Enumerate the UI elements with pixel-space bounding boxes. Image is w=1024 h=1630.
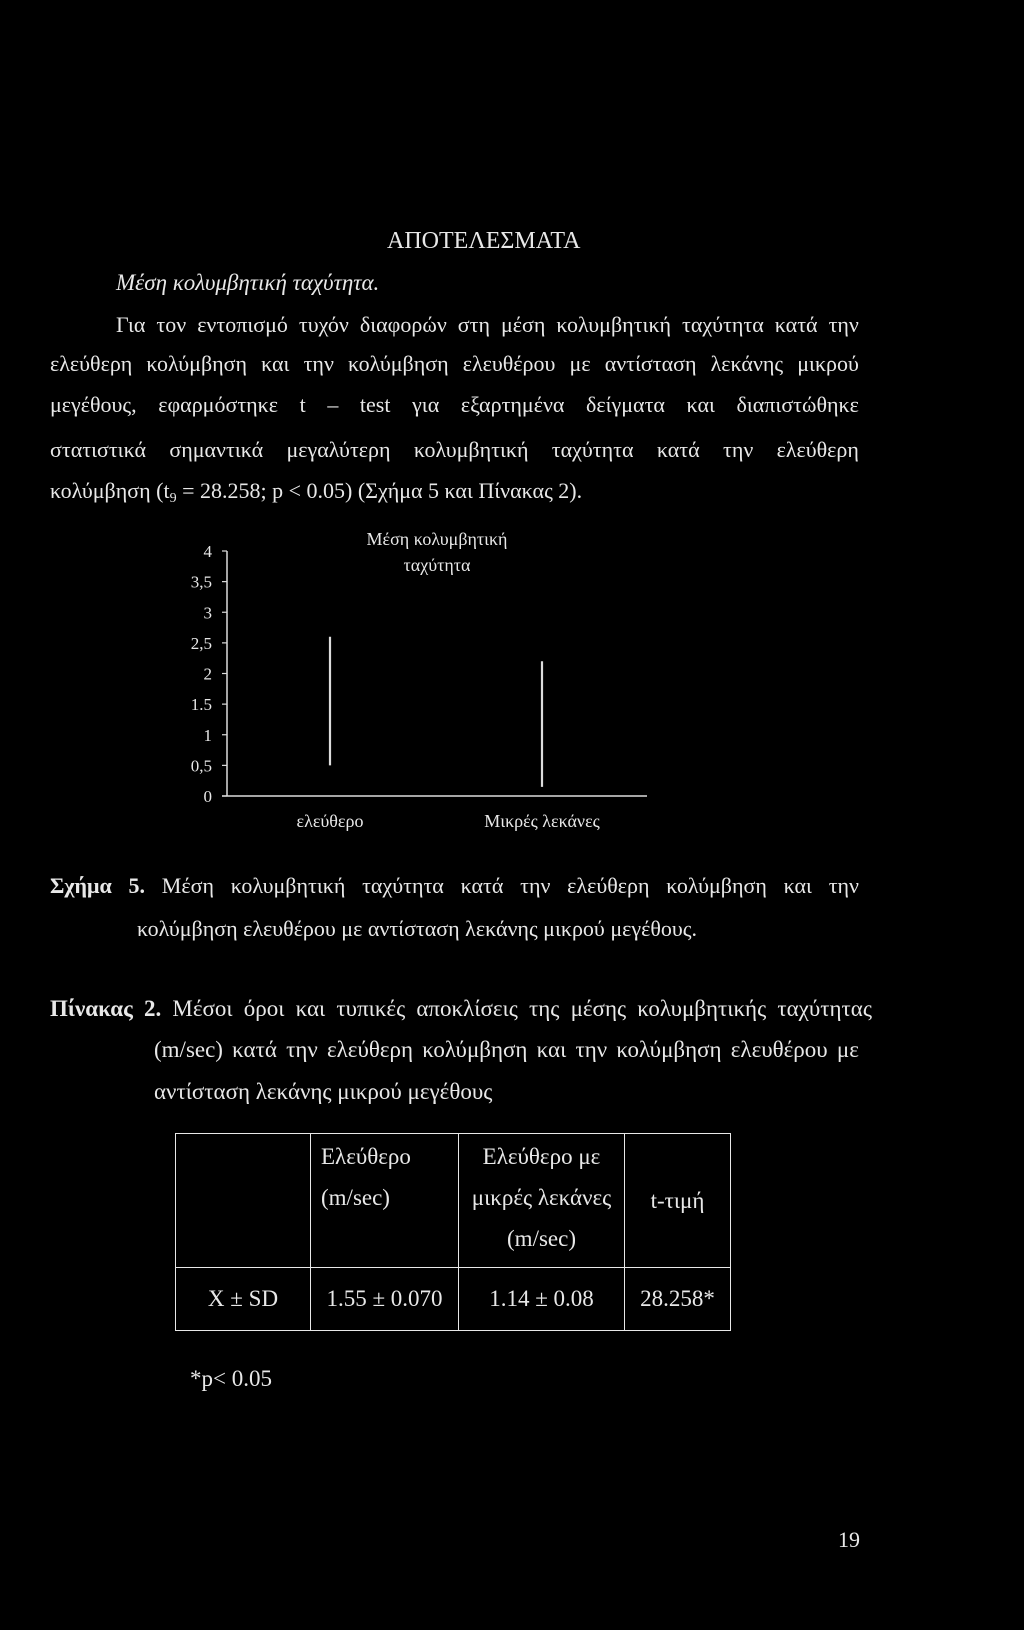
word: μεγαλύτερη <box>286 437 391 462</box>
word: την <box>575 1037 608 1062</box>
page-number: 19 <box>838 1527 860 1552</box>
word: ταχύτητας <box>777 996 872 1021</box>
word: κολύμβηση <box>616 1037 722 1062</box>
word: κατά <box>232 1037 277 1062</box>
paragraph-line <box>50 390 859 420</box>
paragraph-line-text: κολύμβηση (t <box>50 478 170 503</box>
figure-caption-line: κολύμβηση ελευθέρου με αντίσταση λεκάνης μικρού μεγέθους. <box>137 916 697 941</box>
y-tick-label: 1.5 <box>190 695 212 715</box>
table-header-cell <box>625 1134 731 1268</box>
word: 2. <box>143 996 162 1021</box>
word: εφαρμόστηκε <box>158 392 278 417</box>
y-tick-label: 3 <box>203 603 212 623</box>
word: της <box>529 996 560 1021</box>
word: και <box>261 351 290 376</box>
word: αντίσταση <box>604 351 697 376</box>
word: δείγματα <box>586 392 665 417</box>
y-tick-label: 1 <box>203 725 212 745</box>
word: την <box>303 351 334 376</box>
word: (m/sec) <box>154 1037 223 1062</box>
word: και <box>536 1037 567 1062</box>
table-header-row <box>176 1134 731 1268</box>
word: Πίνακας <box>50 996 133 1021</box>
subscript: 9 <box>169 491 177 506</box>
y-tick-label: 0 <box>203 787 212 806</box>
paragraph-line-text: = 28.258; p < 0.05) (Σχήμα 5 και Πίνακας 2). <box>176 478 583 503</box>
word: Μέση <box>161 873 214 898</box>
word: με <box>569 351 591 376</box>
word: μεγέθους, <box>50 392 137 417</box>
word: τον <box>156 312 187 337</box>
word: ταχύτητα <box>682 312 764 337</box>
word: όροι <box>243 996 285 1021</box>
header-line: μικρές λεκάνες <box>471 1185 612 1210</box>
word: την <box>828 312 859 337</box>
paragraph-line <box>116 310 859 340</box>
paragraph-line <box>50 435 859 465</box>
paragraph-line <box>50 476 582 506</box>
word: ταχύτητα <box>362 873 444 898</box>
word: Μέσοι <box>172 996 233 1021</box>
table-header-cell-empty <box>176 1134 311 1268</box>
word: κολυμβητικής <box>637 996 767 1021</box>
word: κολυμβητική <box>556 312 672 337</box>
word: Σχήμα <box>50 873 112 898</box>
word: Για <box>116 312 146 337</box>
header-line: (m/sec) <box>321 1185 390 1210</box>
word: και <box>783 873 812 898</box>
table-cell-free: 1.55 ± 0.070 <box>311 1268 459 1331</box>
word: στη <box>457 312 491 337</box>
x-category-label: Μικρές λεκάνες <box>484 811 600 831</box>
word: την <box>828 873 859 898</box>
word: κολύμβηση <box>348 351 449 376</box>
word: την <box>520 873 551 898</box>
word: 5. <box>128 873 146 898</box>
word: και <box>686 392 715 417</box>
header-line: (m/sec) <box>507 1226 576 1251</box>
word: κολύμβηση <box>666 873 767 898</box>
chart-plot-area <box>150 520 670 850</box>
word: για <box>412 392 440 417</box>
table-row <box>176 1268 731 1331</box>
word: ελεύθερη <box>567 873 650 898</box>
word: εντοπισμό <box>197 312 288 337</box>
header-line: Ελεύθερο <box>321 1144 411 1169</box>
word: σημαντικά <box>169 437 264 462</box>
table-cell-t-value: 28.258* <box>625 1268 731 1331</box>
table-caption-line <box>154 1035 859 1065</box>
word: – <box>327 392 339 417</box>
word: λεκάνης <box>710 351 784 376</box>
paragraph-line <box>50 349 859 379</box>
header-line: t-τιμή <box>650 1188 705 1213</box>
y-tick-label: 2 <box>203 664 212 684</box>
word: t <box>299 392 306 417</box>
word: ελευθέρου <box>730 1037 828 1062</box>
word: διαφορών <box>359 312 447 337</box>
word: με <box>836 1037 859 1062</box>
subsection-heading: Μέση κολυμβητική ταχύτητα. <box>116 270 380 295</box>
word: κατά <box>460 873 504 898</box>
word: μέση <box>501 312 546 337</box>
word: και <box>295 996 326 1021</box>
word: μέσης <box>570 996 627 1021</box>
word: test <box>359 392 391 417</box>
word: την <box>722 437 754 462</box>
word: ελεύθερη <box>50 351 133 376</box>
word: τυπικές <box>336 996 406 1021</box>
header-line: Ελεύθερο με <box>482 1144 601 1169</box>
word: ταχύτητα <box>551 437 634 462</box>
y-tick-label: 2,5 <box>190 633 212 653</box>
word: αποκλίσεις <box>416 996 518 1021</box>
word: κολύμβηση <box>146 351 248 376</box>
table-footnote: *p< 0.05 <box>190 1366 272 1391</box>
word: τυχόν <box>298 312 349 337</box>
table-cell-statistic: X ± SD <box>176 1268 311 1331</box>
word: στατιστικά <box>50 437 147 462</box>
table-cell-small-pools: 1.14 ± 0.08 <box>459 1268 625 1331</box>
word: κολυμβητική <box>230 873 346 898</box>
word: ελεύθερη <box>776 437 859 462</box>
figure-caption-line <box>50 871 859 901</box>
x-category-label: ελεύθερο <box>296 811 364 831</box>
chart-title: Μέση κολυμβητική ταχύτητα <box>366 529 508 575</box>
word: ελεύθερη <box>326 1037 414 1062</box>
word: εξαρτημένα <box>460 392 565 417</box>
table-header-cell <box>459 1134 625 1268</box>
table-caption-line <box>50 994 872 1024</box>
word: μικρού <box>797 351 859 376</box>
word: κατά <box>774 312 818 337</box>
table-header-cell <box>311 1134 459 1268</box>
y-tick-label: 0,5 <box>190 756 212 776</box>
table-caption-line: αντίσταση λεκάνης μικρού μεγέθους <box>154 1079 493 1104</box>
y-tick-label: 4 <box>203 542 212 561</box>
word: διαπιστώθηκε <box>736 392 859 417</box>
y-tick-label: 3,5 <box>190 572 212 592</box>
word: την <box>286 1037 318 1062</box>
results-table <box>175 1133 731 1331</box>
word: κολυμβητική <box>413 437 529 462</box>
word: κατά <box>656 437 700 462</box>
word: ελευθέρου <box>462 351 556 376</box>
section-heading: ΑΠΟΤΕΛΕΣΜΑΤΑ <box>387 228 581 254</box>
word: κολύμβηση <box>422 1037 528 1062</box>
